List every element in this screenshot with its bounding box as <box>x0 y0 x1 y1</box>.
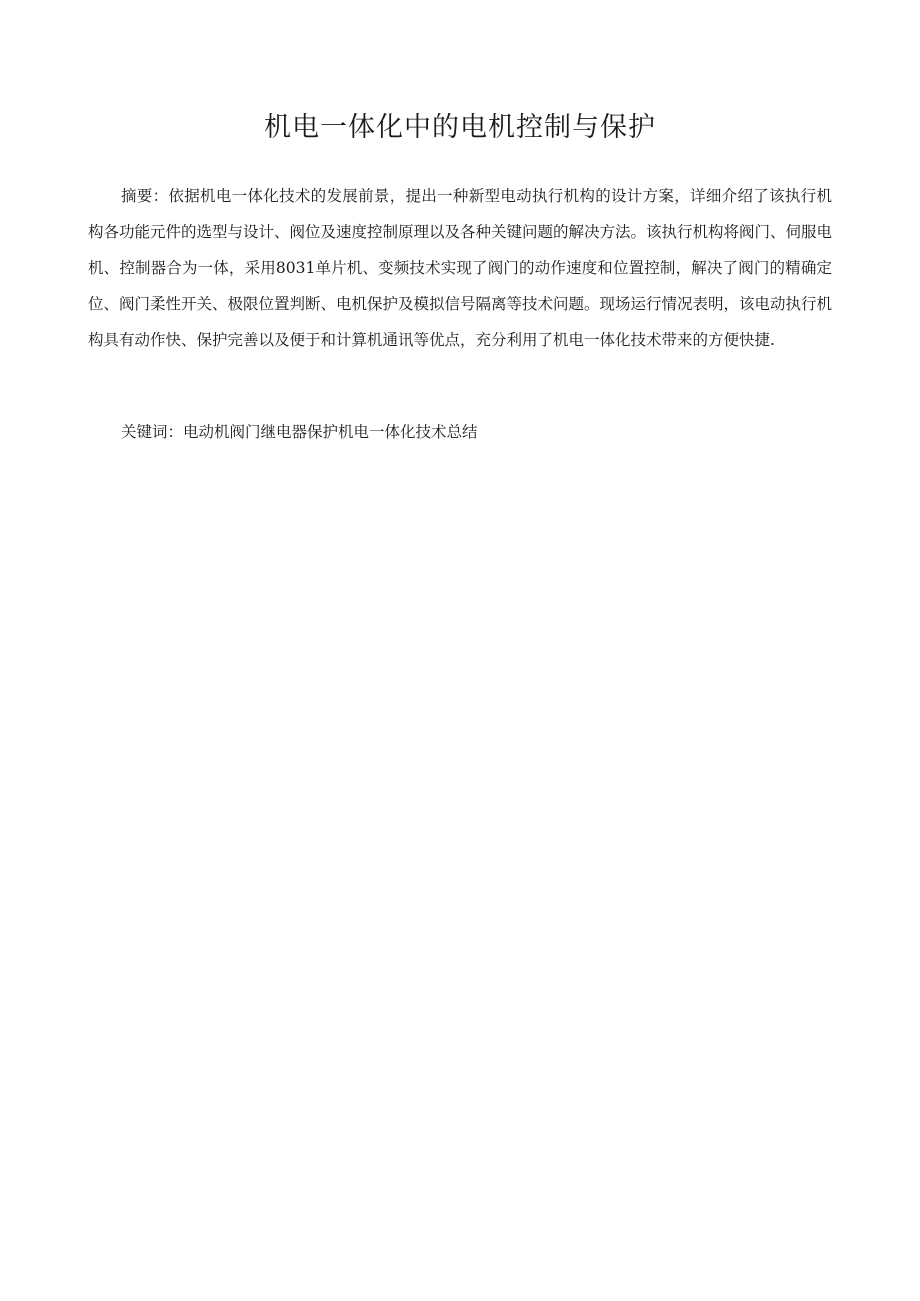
abstract-paragraph: 摘要：依据机电一体化技术的发展前景，提出一种新型电动执行机构的设计方案，详细介绍了该执行机构各功能元件的选型与设计、阀位及速度控制原理以及各种关键问题的解决方法。该执行机构将阀门、伺服电机、控制器合为一体，采用8031单片机、变频技术实现了阀门的动作速度和位置控制，解决了阀门的精确定位、阀门柔性开关、极限位置判断、电机保护及模拟信号隔离等技术问题。现场运行情况表明，该电动执行机构具有动作快、保护完善以及便于和计算机通讯等优点，充分利用了机电一体化技术带来的方便快捷. <box>88 187 833 349</box>
keywords-paragraph: 关键词：电动机阀门继电器保护机电一体化技术总结 <box>121 423 478 441</box>
document-title: 机电一体化中的电机控制与保护 <box>264 112 656 143</box>
